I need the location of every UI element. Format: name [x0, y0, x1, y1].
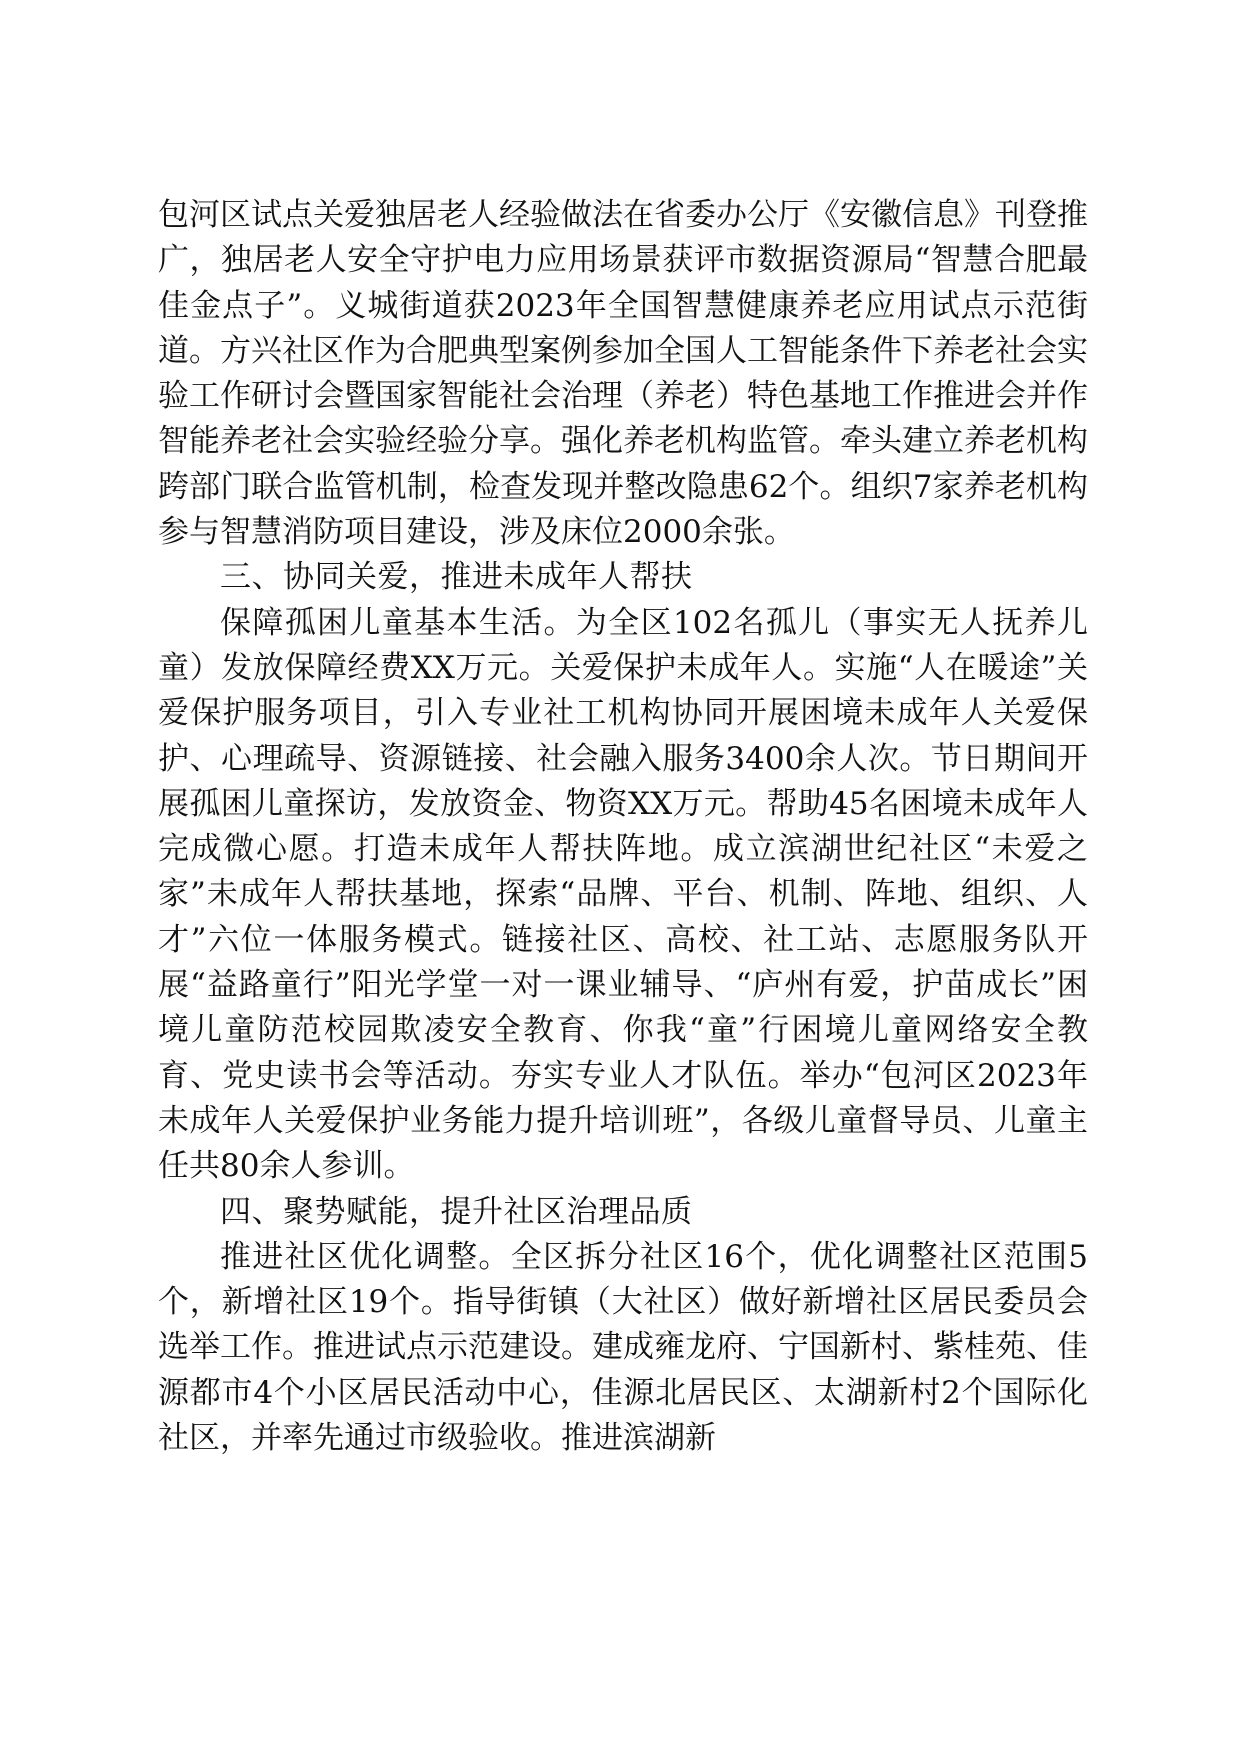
- paragraph-section-4: 推进社区优化调整。全区拆分社区16个，优化调整社区范围5个，新增社区19个。指导街镇（大社区）做好新增社区居民委员会选举工作。推进试点示范建设。建成雍龙府、宁国新村、紫桂苑、佳源都市4个小区居民活动中心，佳源北居民区、太湖新村2个国际化社区，并率先通过市级验收。推进滨湖新: [158, 1238, 1088, 1457]
- section-heading-4: 四、聚势赋能，提升社区治理品质: [220, 1193, 693, 1230]
- paragraph-section-3: 保障孤困儿童基本生活。为全区102名孤儿（事实无人抚养儿童）发放保障经费XX万元。关爱保护未成年人。实施“人在暖途”关爱保护服务项目，引入专业社工机构协同开展困境未成年人关爱保护、心理疏导、资源链接、社会融入服务3400余人次。节日期间开展孤困儿童探访，发放资金、物资XX万元。帮助45名困境未成年人完成微心愿。打造未成年人帮扶阵地。成立滨湖世纪社区“未爱之家”未成年人帮扶基地，探索“品牌、平台、机制、阵地、组织、人才”六位一体服务模式。链接社区、高校、社工站、志愿服务队开展“益路童行”阳光学堂一对一课业辅导、“庐州有爱，护苗成长”困境儿童防范校园欺凌安全教育、你我“童”行困境儿童网络安全教育、党史读书会等活动。夯实专业人才队伍。举办“包河区2023年未成年人关爱保护业务能力提升培训班”，各级儿童督导员、儿童主任共80余人参训。: [158, 604, 1088, 1185]
- paragraph-continuation: 包河区试点关爱独居老人经验做法在省委办公厅《安徽信息》刊登推广，独居老人安全守护电力应用场景获评市数据资源局“智慧合肥最佳金点子”。义城街道获2023年全国智慧健康养老应用试点示范街道。方兴社区作为合肥典型案例参加全国人工智能条件下养老社会实验工作研讨会暨国家智能社会治理（养老）特色基地工作推进会并作智能养老社会实验经验分享。强化养老机构监管。牵头建立养老机构跨部门联合监管机制，检查发现并整改隐患62个。组织7家养老机构参与智慧消防项目建设，涉及床位2000余张。: [158, 197, 1088, 551]
- section-heading-3: 三、协同关爱，推进未成年人帮扶: [220, 559, 693, 596]
- document-body: [158, 193, 1088, 1461]
